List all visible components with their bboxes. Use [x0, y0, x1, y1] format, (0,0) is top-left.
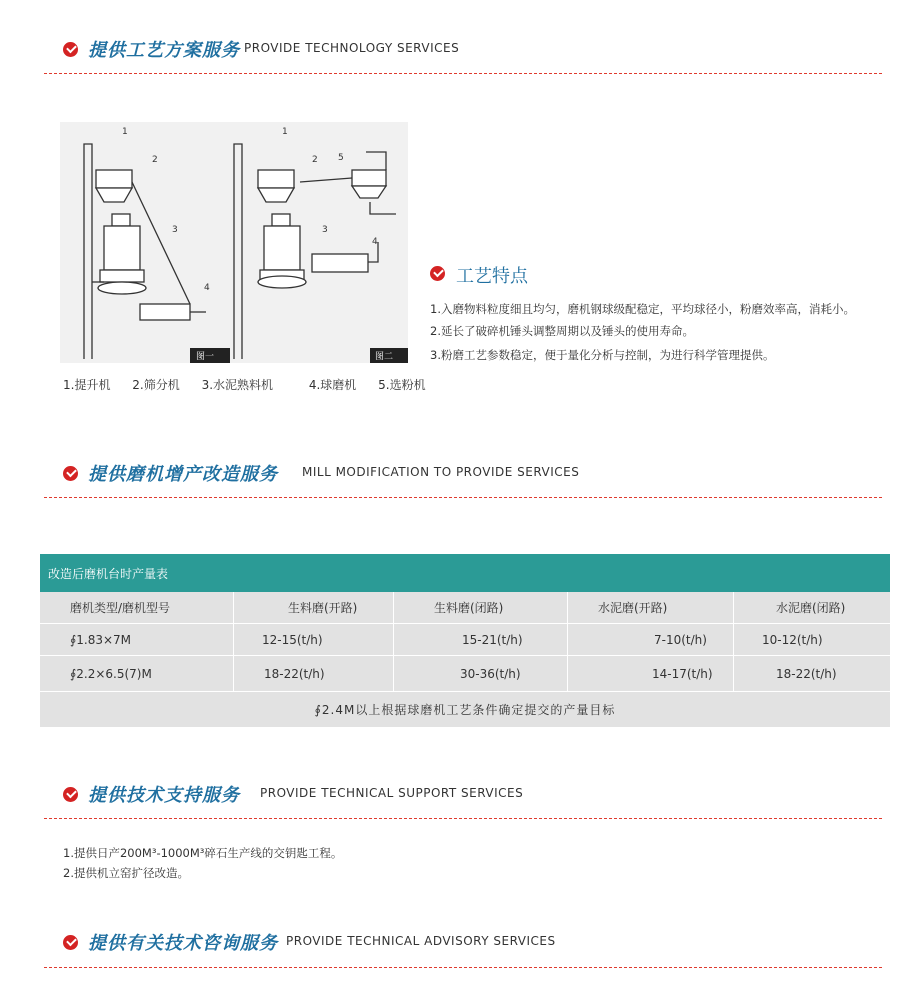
- table-cell: 14-17(t/h): [568, 656, 734, 691]
- support-item: 2.提供机立窑扩径改造。: [63, 866, 189, 880]
- diagram-legend: [63, 376, 444, 393]
- callout-3: 3: [172, 225, 178, 235]
- process-diagram-svg: [60, 122, 408, 363]
- callout-2: 2: [152, 155, 158, 165]
- table-header-cell: 磨机类型/磨机型号: [40, 592, 234, 623]
- dashed-divider: [44, 497, 882, 498]
- section-title-en: PROVIDE TECHNOLOGY SERVICES: [244, 41, 460, 55]
- dashed-divider: [44, 73, 882, 74]
- section-title-cn: 提供有关技术咨询服务: [88, 933, 278, 954]
- callout-4-fig2: 4: [372, 237, 378, 247]
- table-cell: 7-10(t/h): [568, 624, 734, 655]
- section-title-cn: 提供技术支持服务: [88, 785, 240, 806]
- legend-item: 4.球磨机: [308, 378, 357, 392]
- callout-3-fig2: 3: [322, 225, 328, 235]
- table-header-cell: 水泥磨(开路): [568, 592, 734, 623]
- legend-item: 2.筛分机: [132, 378, 180, 392]
- table-cell: ∮1.83×7M: [40, 624, 234, 655]
- callout-4: 4: [204, 283, 210, 293]
- table-cell: 10-12(t/h): [762, 632, 823, 647]
- section-title-en: MILL MODIFICATION TO PROVIDE SERVICES: [302, 465, 580, 479]
- table-row: [40, 624, 890, 656]
- dashed-divider: [44, 818, 882, 819]
- feature-item: 1.入磨物料粒度细且均匀，磨机钢球级配稳定，平均球径小，粉磨效率高，消耗小。: [430, 302, 855, 316]
- section-header-advisory: [0, 929, 917, 959]
- callout-1-fig2: 1: [282, 127, 288, 137]
- check-circle-icon: [63, 787, 78, 802]
- table-cell: 18-22(t/h): [776, 666, 837, 681]
- legend-item: 1.提升机: [63, 378, 111, 392]
- check-circle-icon: [63, 466, 78, 481]
- table-header-cell: 生料磨(开路): [234, 592, 394, 623]
- section-title-cn: 提供工艺方案服务: [88, 40, 240, 61]
- table-caption: 改造后磨机台时产量表: [40, 554, 890, 592]
- table-header-cell: 水泥磨(闭路): [776, 601, 846, 615]
- table-header-cell: 生料磨(闭路): [394, 592, 568, 623]
- table-cell: 15-21(t/h): [394, 624, 568, 655]
- feature-item: 2.延长了破碎机锤头调整周期以及锤头的使用寿命。: [430, 324, 694, 338]
- table-cell: 18-22(t/h): [234, 656, 394, 691]
- check-circle-icon: [63, 935, 78, 950]
- features-list: [430, 298, 855, 366]
- legend-item: 3.水泥熟料机: [201, 378, 274, 392]
- dashed-divider: [44, 967, 882, 968]
- callout-2-fig2: 2: [312, 155, 318, 165]
- section-header-technical-support: [0, 781, 917, 811]
- table-row: [40, 656, 890, 692]
- figure-1-label: 图一: [196, 352, 215, 362]
- section-title-cn: 提供磨机增产改造服务: [88, 464, 278, 485]
- table-footer-row: ∮2.4M以上根据球磨机工艺条件确定提交的产量目标: [40, 692, 890, 728]
- callout-5-fig2: 5: [338, 153, 344, 163]
- feature-item: 3.粉磨工艺参数稳定，便于量化分析与控制，为进行科学管理提供。: [430, 348, 775, 362]
- support-list: [63, 843, 342, 883]
- figure-2-label: 图二: [375, 352, 394, 362]
- table-header-row: [40, 592, 890, 624]
- process-diagram: [60, 122, 408, 363]
- output-table: [40, 554, 890, 728]
- table-cell: 30-36(t/h): [394, 656, 568, 691]
- table-cell: ∮2.2×6.5(7)M: [40, 656, 234, 691]
- section-title-en: PROVIDE TECHNICAL SUPPORT SERVICES: [260, 786, 524, 800]
- callout-1: 1: [122, 127, 128, 137]
- support-item: 1.提供日产200M³-1000M³碎石生产线的交钥匙工程。: [63, 846, 343, 860]
- section-header-mill-modification: [0, 460, 917, 490]
- check-circle-icon: [63, 42, 78, 57]
- legend-item: 5.选粉机: [378, 378, 426, 392]
- section-header-technology: [0, 36, 917, 66]
- section-title-en: PROVIDE TECHNICAL ADVISORY SERVICES: [286, 934, 556, 948]
- table-cell: 12-15(t/h): [234, 624, 394, 655]
- features-title: 工艺特点: [456, 266, 528, 287]
- check-circle-icon: [430, 266, 445, 281]
